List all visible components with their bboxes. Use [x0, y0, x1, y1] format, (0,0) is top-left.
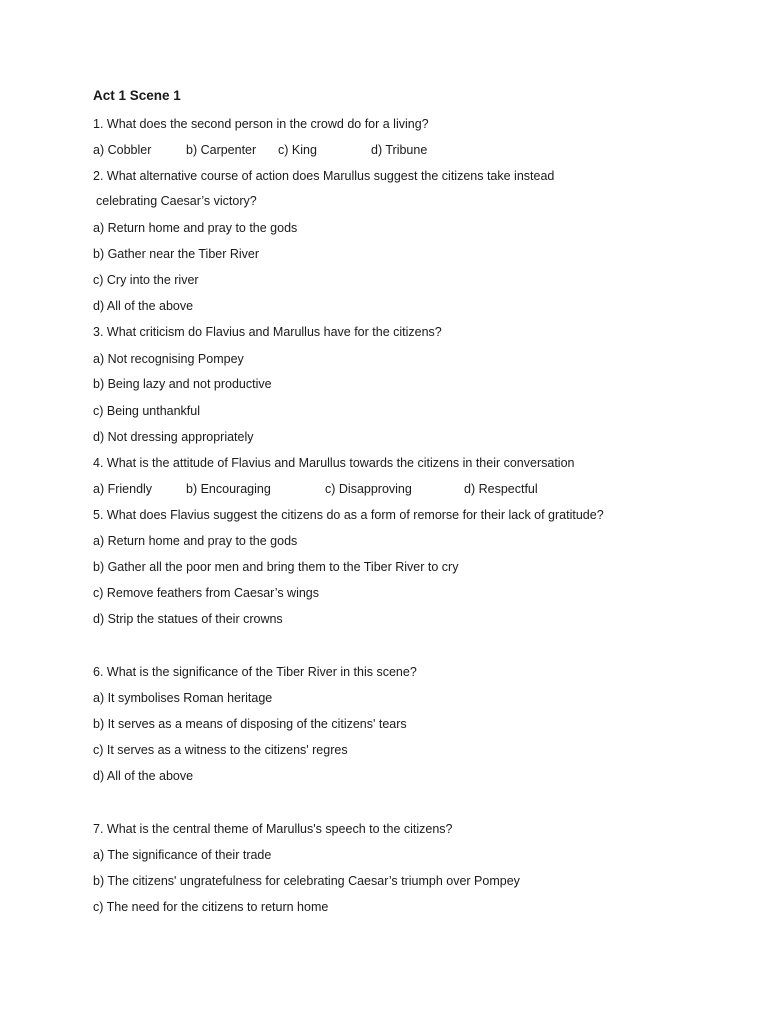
q5-option-d: d) Strip the statues of their crowns	[93, 612, 283, 626]
q3-option-b: b) Being lazy and not productive	[93, 377, 272, 391]
question-7: 7. What is the central theme of Marullus's speech to the citizens?	[93, 822, 453, 836]
q3-option-d: d) Not dressing appropriately	[93, 430, 254, 444]
q5-option-c: c) Remove feathers from Caesar’s wings	[93, 586, 320, 600]
q2-option-b: b) Gather near the Tiber River	[93, 247, 260, 261]
question-2-continued: celebrating Caesar’s victory?	[96, 194, 257, 208]
q6-option-a: a) It symbolises Roman heritage	[93, 691, 273, 705]
question-1: 1. What does the second person in the crowd do for a living?	[93, 117, 429, 131]
q7-option-b: b) The citizens' ungratefulness for celebrating Caesar’s triumph over Pompey	[93, 874, 520, 888]
q5-option-a: a) Return home and pray to the gods	[93, 534, 298, 548]
question-3: 3. What criticism do Flavius and Marullus have for the citizens?	[93, 325, 442, 339]
q1-option-d: d) Tribune	[371, 143, 428, 157]
q7-option-c: c) The need for the citizens to return home	[93, 900, 329, 914]
q4-option-b: b) Encouraging	[186, 482, 271, 496]
q6-option-b: b) It serves as a means of disposing of the citizens' tears	[93, 717, 407, 731]
q3-option-a: a) Not recognising Pompey	[93, 352, 244, 366]
question-2: 2. What alternative course of action does Marullus suggest the citizens take instead	[93, 169, 555, 183]
question-6: 6. What is the significance of the Tiber River in this scene?	[93, 665, 417, 679]
q1-option-b: b) Carpenter	[186, 143, 257, 157]
q2-option-c: c) Cry into the river	[93, 273, 199, 287]
question-4: 4. What is the attitude of Flavius and Marullus towards the citizens in their conversation	[93, 456, 575, 470]
q6-option-d: d) All of the above	[93, 769, 194, 783]
q4-option-a: a) Friendly	[93, 482, 153, 496]
q7-option-a: a) The significance of their trade	[93, 848, 272, 862]
q1-option-c: c) King	[278, 143, 317, 157]
question-5: 5. What does Flavius suggest the citizens do as a form of remorse for their lack of gratitude?	[93, 508, 604, 522]
q6-option-c: c) It serves as a witness to the citizens' regres	[93, 743, 348, 757]
q4-option-c: c) Disapproving	[325, 482, 412, 496]
q5-option-b: b) Gather all the poor men and bring them to the Tiber River to cry	[93, 560, 459, 574]
q1-option-a: a) Cobbler	[93, 143, 152, 157]
q2-option-d: d) All of the above	[93, 299, 194, 313]
q4-option-d: d) Respectful	[464, 482, 538, 496]
q2-option-a: a) Return home and pray to the gods	[93, 221, 298, 235]
q3-option-c: c) Being unthankful	[93, 404, 201, 418]
page-title: Act 1 Scene 1	[93, 88, 181, 103]
